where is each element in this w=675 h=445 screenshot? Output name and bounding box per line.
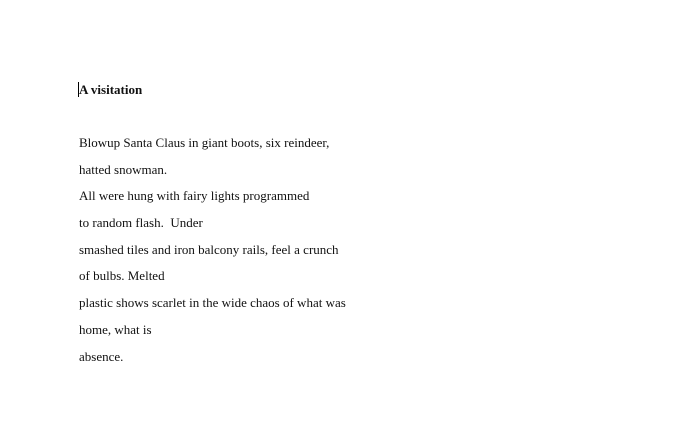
poem-line: absence. bbox=[79, 348, 124, 364]
document-body[interactable] bbox=[79, 81, 599, 374]
poem-line: of bulbs. Melted bbox=[79, 268, 165, 284]
poem-title: A visitation bbox=[79, 82, 143, 97]
poem-line: home, what is bbox=[79, 321, 152, 337]
poem-line: hatted snowman. bbox=[79, 161, 168, 177]
poem-text bbox=[79, 134, 599, 374]
text-cursor bbox=[78, 82, 79, 97]
poem-line: to random flash. Under bbox=[79, 215, 203, 231]
poem-line: smashed tiles and iron balcony rails, feel a crunch bbox=[79, 241, 339, 257]
title-row bbox=[79, 81, 599, 99]
poem-line: Blowup Santa Claus in giant boots, six reindeer, bbox=[79, 135, 330, 150]
poem-line: plastic shows scarlet in the wide chaos of what was bbox=[79, 295, 346, 311]
poem-line: All were hung with fairy lights programmed bbox=[79, 188, 310, 204]
